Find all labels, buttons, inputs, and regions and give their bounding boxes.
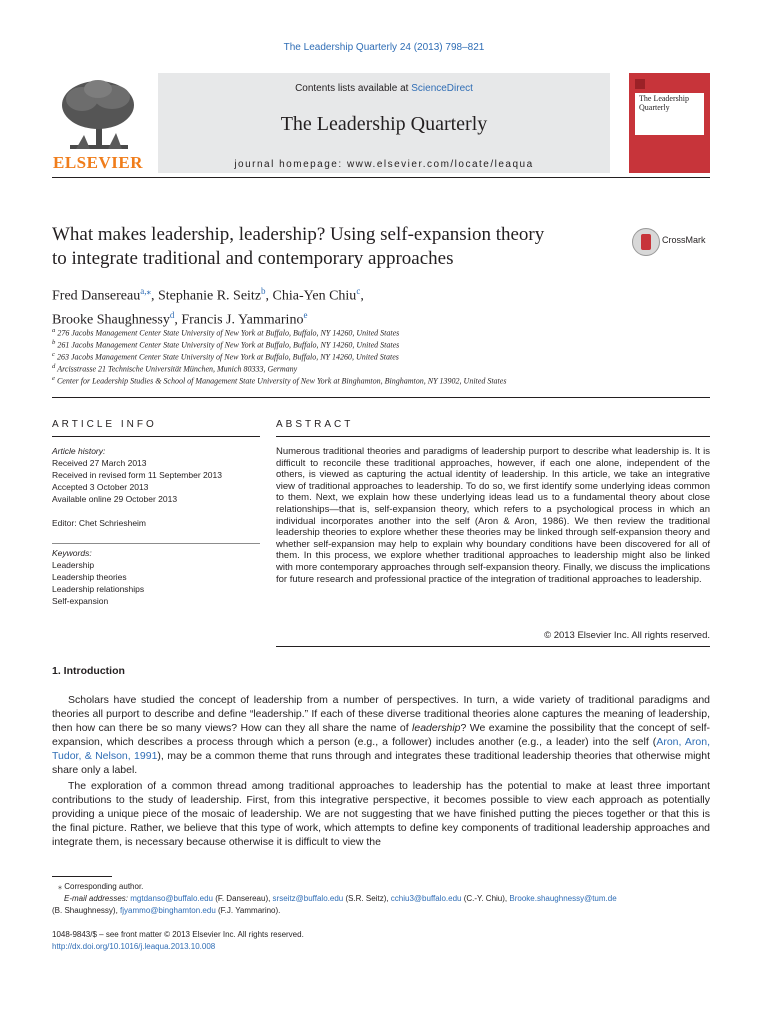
author-separator: , — [151, 288, 158, 304]
journal-homepage — [158, 159, 610, 170]
email-owner: (C.-Y. Chiu), — [461, 894, 510, 903]
homepage-prefix: journal homepage: — [234, 159, 347, 170]
email-owner: (F. Dansereau), — [212, 894, 273, 903]
affiliation-text: 263 Jacobs Management Center State University of New York at Buffalo, Buffalo, NY 14260, United States — [56, 352, 399, 362]
crossmark-badge[interactable] — [632, 228, 712, 256]
email-link[interactable]: cchiu3@buffalo.edu — [390, 894, 462, 903]
cover-title-panel — [635, 93, 704, 135]
affiliation-mark: a — [52, 327, 56, 334]
crossmark-icon — [632, 228, 660, 256]
journal-cover-thumbnail — [629, 73, 710, 173]
intro-paragraph-2: The exploration of a common thread among traditional approaches to leadership has the potential to make at least three important contributions to the study of leadership. First, from this integrative perspective, it becomes possible to view each approach as potentially providing a unique piece of the mosaic of leadership. We are not suggesting that we have finished putting the pieces together or that this is the final picture. Rather, we believe that this type of work, which attempts to define key components of traditional leadership approaches and integrate them, is necessary because otherwise it is difficult to view the — [52, 780, 710, 848]
abstract-copyright: © 2013 Elsevier Inc. All rights reserved. — [544, 630, 710, 641]
homepage-url[interactable]: www.elsevier.com/locate/leaqua — [346, 159, 534, 170]
abstract-heading: ABSTRACT — [276, 419, 354, 430]
author-affiliation-mark[interactable]: e — [303, 309, 308, 320]
history-entry: Received 27 March 2013 — [52, 458, 147, 468]
info-divider — [52, 543, 260, 544]
keywords-label: Keywords: — [52, 548, 92, 558]
citation-link[interactable]: Aron, Aron, Tudor, & Nelson, 1991 — [52, 736, 710, 762]
elsevier-wordmark: ELSEVIER — [53, 153, 143, 172]
email-link[interactable]: Brooke.shaughnessy@tum.de — [509, 894, 617, 903]
intro-emphasis: leadership — [412, 722, 461, 734]
author-list — [52, 282, 672, 329]
email-link[interactable]: srseitz@buffalo.edu — [272, 894, 344, 903]
history-entry: Available online 29 October 2013 — [52, 494, 178, 504]
history-entry: Accepted 3 October 2013 — [52, 482, 149, 492]
history-entry: Received in revised form 11 September 2013 — [52, 470, 222, 480]
author-name: Fred Dansereau — [52, 288, 141, 304]
cover-title: The Leadership Quarterly — [639, 94, 689, 112]
intro-heading: 1. Introduction — [52, 665, 125, 677]
intro-paragraph-1 — [52, 693, 710, 777]
crossmark-label: CrossMark — [662, 235, 706, 245]
author-separator: , — [265, 288, 273, 304]
author-name: Chia-Yen Chiu — [272, 288, 357, 304]
affiliation-mark: e — [52, 375, 55, 382]
contents-prefix: Contents lists available at — [295, 83, 412, 94]
author-affiliation-mark[interactable]: b — [261, 286, 266, 296]
affiliation — [52, 373, 692, 388]
article-title-line-2: to integrate traditional and contemporary approaches — [52, 248, 454, 269]
email-owner: (B. Shaughnessy), — [52, 906, 121, 915]
affiliation-mark: d — [52, 363, 56, 370]
article-info-rule — [52, 436, 260, 437]
abstract-text: Numerous traditional theories and paradigms of leadership purport to describe what leadership is. It is difficult to reconcile these traditional approaches, however, if each one alone, independent of the others, is viewed as capturing the actual identity of leadership. In this article, we take an integrative view of traditional approaches to leadership. To do so, we first identify some underlying ideas common to them. Next, we explain how these underlying ideas lead us to a fundamental theory about close relationships—that is, self-expansion theory, which refers to a psychological process in which an individual incorporates another into the self (Aron & Aron, 1986). We then review the traditional leadership theories to explore whether these theories may be linked through self-expansion theory and whether self-expansion may help to explain why boundary conditions have been discovered for all of them. In this process, we explore whether traditional approaches to leadership might also be linked with more contemporary approaches through self-expansion theory. Finally, we discuss the implications for future research and professional practice of the integration of traditional approaches to leadership. — [276, 446, 710, 585]
editor-line: Editor: Chet Schriesheim — [52, 518, 147, 528]
author-separator: , — [360, 288, 364, 304]
author-affiliation-mark[interactable]: c — [356, 286, 361, 296]
author-name: Francis J. Yammarino — [181, 312, 304, 328]
affiliation-text: 261 Jacobs Management Center State University of New York at Buffalo, Buffalo, NY 14260, United States — [57, 340, 400, 350]
email-line-1 — [52, 893, 722, 905]
masthead-rule — [52, 177, 710, 178]
sciencedirect-link[interactable]: ScienceDirect — [411, 83, 473, 94]
abstract-rule — [276, 436, 710, 437]
article-history-label: Article history: — [52, 446, 106, 456]
cover-emblem-icon — [635, 79, 645, 89]
affiliation-text: Arcisstrasse 21 Technische Universität München, Munich 80333, Germany — [57, 364, 298, 374]
keyword: Self-expansion — [52, 596, 109, 606]
abstract-end-rule — [276, 646, 710, 647]
crossmark-bookmark-icon — [641, 234, 651, 250]
affiliation-text: Center for Leadership Studies & School of Management State University of New York at Binghamton, Binghamton, NY 13902, United States — [56, 376, 507, 386]
author-name: Brooke Shaughnessy — [52, 312, 170, 328]
email-line-2 — [52, 905, 710, 917]
article-info-heading: ARTICLE INFO — [52, 419, 157, 430]
email-link[interactable]: mgtdanso@buffalo.edu — [130, 894, 213, 903]
author-affiliation-mark[interactable]: d — [169, 309, 175, 320]
author-affiliation-mark[interactable]: a,⁎ — [140, 286, 151, 296]
footnote-rule — [52, 876, 112, 877]
email-link[interactable]: fjyammo@binghamton.edu — [120, 906, 216, 915]
corresponding-author-note: ⁎ Corresponding author. — [58, 882, 144, 891]
email-owner: (S.R. Seitz), — [343, 894, 391, 903]
contents-line — [158, 83, 610, 94]
keyword: Leadership — [52, 560, 95, 570]
issn-line: 1048-9843/$ – see front matter © 2013 Elsevier Inc. All rights reserved. — [52, 930, 304, 939]
journal-masthead — [52, 73, 710, 173]
affiliation-mark: c — [52, 351, 55, 358]
journal-title: The Leadership Quarterly — [280, 113, 488, 135]
author-separator: , — [174, 312, 182, 328]
article-title — [52, 223, 612, 271]
email-owner: (F.J. Yammarino). — [215, 906, 281, 915]
keyword: Leadership relationships — [52, 584, 145, 594]
doi-link[interactable]: http://dx.doi.org/10.1016/j.leaqua.2013.10.008 — [52, 942, 216, 951]
author-name: Stephanie R. Seitz — [158, 288, 262, 304]
intro-text: ), may be a common theme that runs through and integrates these traditional leadership theories that otherwise might share only a label. — [52, 750, 711, 776]
keyword: Leadership theories — [52, 572, 127, 582]
intro-text: Scholars have studied the concept of leadership from a number of perspectives. In turn, a wide variety of traditional paradigms and theories all purport to describe and define “leadership.” If each of these diverse traditional theories alone captures the meaning of leadership, then how can there be so many views? How can they all share the name of — [52, 694, 710, 734]
masthead-banner — [158, 73, 610, 173]
article-title-line-1: What makes leadership, leadership? Using self-expansion theory — [52, 224, 545, 245]
affiliation-mark: b — [52, 339, 56, 346]
section-rule — [52, 397, 710, 398]
email-label: E-mail addresses: — [64, 894, 129, 903]
journal-citation[interactable]: The Leadership Quarterly 24 (2013) 798–821 — [283, 42, 485, 53]
intro-text: ? We examine the possibility that the concept of self-expansion, which describes a process through which a person (e.g., a follower) includes another (e.g., a leader) into the self ( — [52, 722, 710, 748]
affiliation-text: 276 Jacobs Management Center State University of New York at Buffalo, Buffalo, NY 14260, United States — [57, 328, 400, 338]
